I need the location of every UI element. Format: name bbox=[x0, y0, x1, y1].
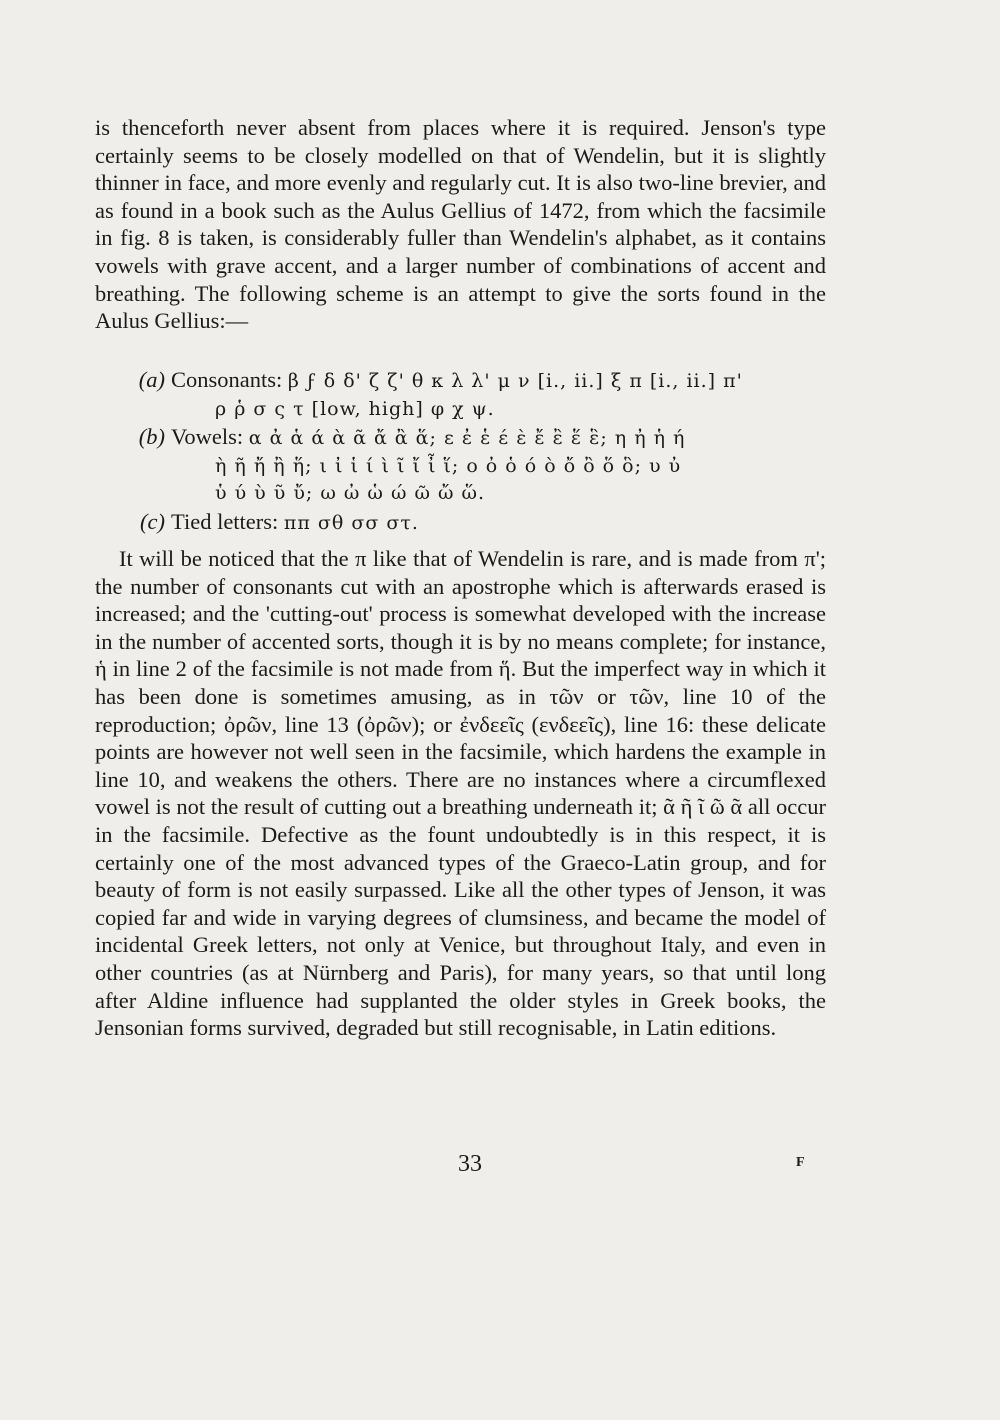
vowels-line-1: α ἀ ἁ ά ὰ ᾶ ἄ ἂ ἅ; ε ἐ ἑ έ ὲ ἔ ἒ ἕ ἓ; η ἠ ἡ ή bbox=[248, 427, 686, 450]
paragraph-intro: is thenceforth never absent from places where it is required. Jenson's type certainly seems to be closely modelled on that of Wendelin, but it is slightly thinner in face, and more evenly and regularly cut. It is also two-line brevier, and as found in a book such as the Aulus Gellius of 1472, from which the facsimile in fig. 8 is taken, is considerably fuller than Wendelin's alphabet, as it contains vowels with grave accent, and a larger number of combinations of accent and breathing. The following scheme is an attempt to give the sorts found in the Aulus Gellius:— bbox=[95, 115, 826, 334]
vowels-title: Vowels: bbox=[171, 424, 244, 450]
vowels-line-2: ὴ ῆ ἤ ἢ ἥ; ι ἰ ἱ ί ὶ ῖ ἴ ἶ ἵ; ο ὀ ὁ ό ὸ ὄ ὂ ὅ ὃ; υ ὐ bbox=[215, 454, 682, 477]
page-number: 33 bbox=[458, 1151, 482, 1177]
consonants-line-2: ρ ῥ σ ς τ [low, high] φ χ ψ. bbox=[215, 397, 495, 420]
list-item-consonants bbox=[95, 366, 826, 423]
consonants-title: Consonants: bbox=[171, 367, 283, 392]
vowels-line-3: ὑ ύ ὺ ῦ ὔ; ω ὠ ὡ ώ ῶ ὤ ὥ. bbox=[215, 482, 486, 505]
sorts-scheme-list bbox=[95, 366, 826, 538]
signature-mark: F bbox=[796, 1155, 805, 1170]
list-label-c: (c) bbox=[140, 508, 165, 534]
list-label-a: (a) bbox=[138, 367, 165, 392]
paragraph-discussion: It will be noticed that the π like that of Wendelin is rare, and is made from π'; the number of consonants cut with an apostrophe which is afterwards erased is increased; and the 'cutting-out' process is somewhat developed with the increase in the number of accented sorts, though it is by no means complete; for instance, ἡ in line 2 of the facsimile is not made from ἥ. But the imperfect way in which it has been done is sometimes amusing, as in τῶν or τῶν, line 10 of the reproduction; ὀρῶν, line 13 (ὀρῶν); or ἐνδεεῖς (ενδεεῖς), line 16: these delicate points are however not well seen in the facsimile, which hardens the example in line 10, and weakens the others. There are no instances where a circumflexed vowel is not the result of cutting out a breathing underneath it; ᾶ ῆ ῖ ῶ ᾶ all occur in the facsimile. Defective as the fount undoubtedly is in this respect, it is certainly one of the most advanced types of the Graeco-Latin group, and for beauty of form is not easily surpassed. Like all the other types of Jenson, it was copied far and wide in varying degrees of clumsiness, and became the model of incidental Greek letters, not only at Venice, but throughout Italy, and even in other countries (as at Nürnberg and Paris), for many years, so that until long after Aldine influence had supplanted the older styles in Greek books, the Jensonian forms survived, degraded but still recognisable, in Latin editions. bbox=[95, 546, 826, 1041]
tied-letters-line-1: ππ σθ σσ στ. bbox=[283, 511, 419, 534]
list-item-vowels bbox=[95, 423, 826, 508]
list-label-b: (b) bbox=[138, 424, 165, 450]
list-item-tied-letters bbox=[95, 508, 826, 538]
consonants-line-1: β ϝ δ δ' ζ ζ' θ κ λ λ' μ ν [i., ii.] ξ π [i., ii.] π' bbox=[287, 370, 743, 392]
tied-letters-title: Tied letters: bbox=[171, 508, 279, 534]
